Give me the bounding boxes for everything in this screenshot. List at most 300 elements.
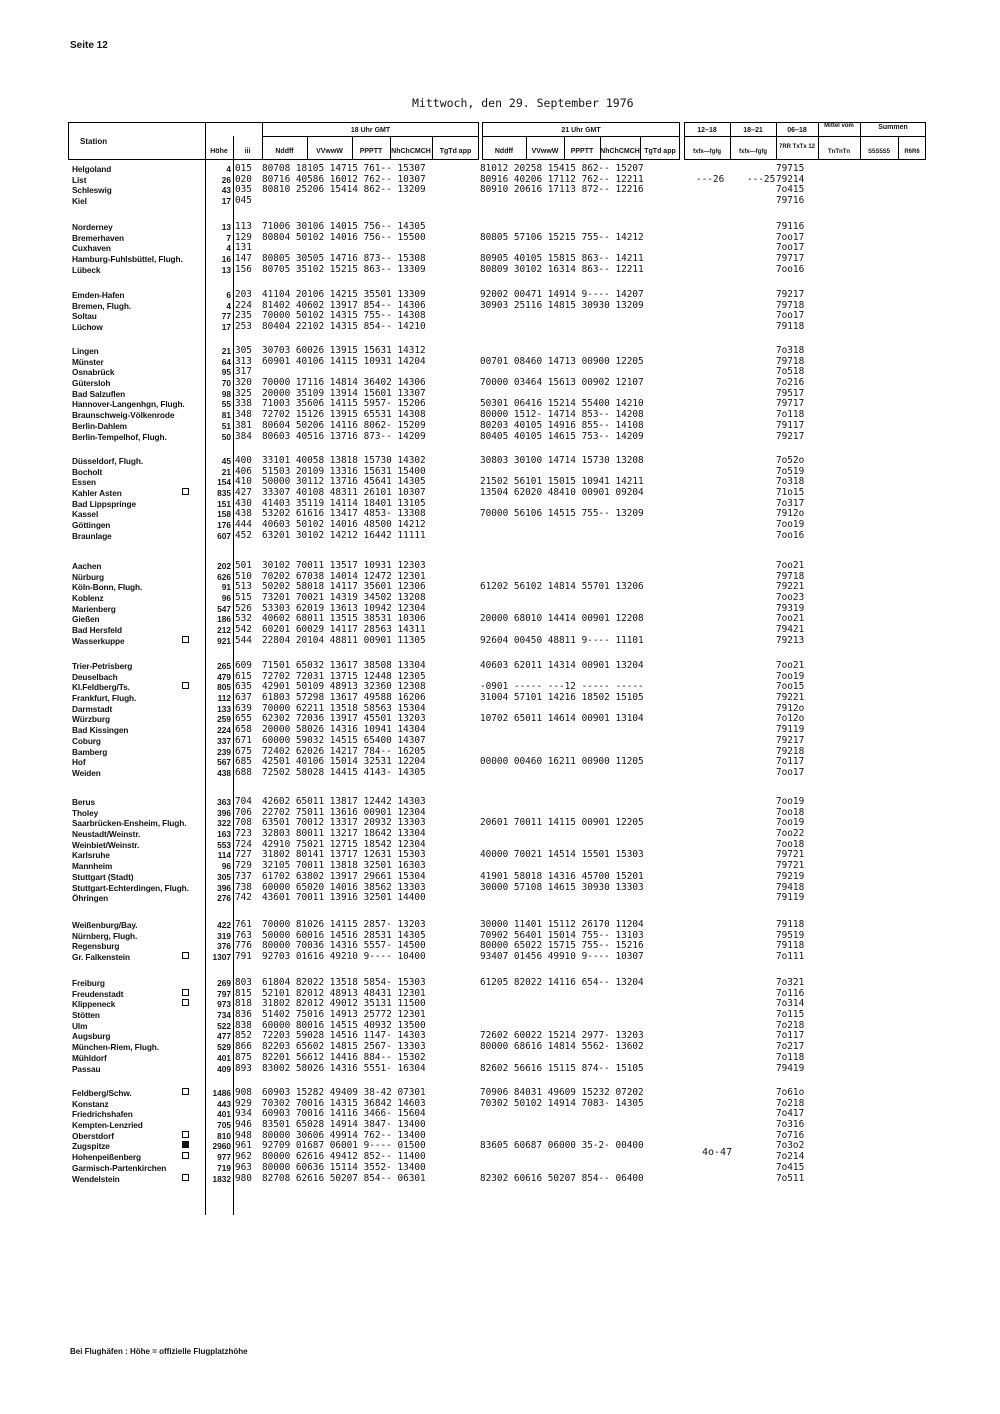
obs-21-uhr: 10702 65011 14614 00901 13104 xyxy=(480,713,644,725)
station-iii: 946 xyxy=(235,1119,252,1131)
station-iii: 253 xyxy=(235,321,252,333)
station-iii: 430 xyxy=(235,497,252,509)
value-06-18: 7oo16 xyxy=(776,529,805,541)
obs-18-uhr: 63201 30102 14212 16442 11111 xyxy=(262,529,426,541)
station-iii: 384 xyxy=(235,430,252,442)
value-06-18: 79421 xyxy=(776,624,805,636)
obs-21-uhr: 40603 62011 14314 00901 13204 xyxy=(480,660,644,671)
station-iii: 156 xyxy=(235,263,252,275)
value-06-18: 79717 xyxy=(776,253,805,265)
station-hoehe: 17 xyxy=(221,196,231,207)
obs-21-uhr: 40000 70021 14514 15501 15303 xyxy=(480,849,644,861)
obs-18-uhr: 41104 20106 14215 35501 13309 xyxy=(262,289,426,300)
table-row xyxy=(0,725,1000,736)
value-06-18: 79418 xyxy=(776,881,805,893)
station-iii: 381 xyxy=(235,419,252,431)
station-hoehe: 547 xyxy=(217,603,231,614)
value-06-18: 7o117 xyxy=(776,756,805,768)
obs-18-uhr: 82203 65602 14815 2567- 13303 xyxy=(262,1041,426,1053)
station-name: Braunlage xyxy=(72,530,112,541)
value-06-18: 79319 xyxy=(776,602,805,614)
table-row xyxy=(0,1109,1000,1120)
obs-21-uhr: 82602 56616 15115 874-- 15105 xyxy=(480,1062,644,1074)
header-summen: Summen xyxy=(878,124,908,131)
obs-18-uhr: 72203 59028 14516 1147- 14303 xyxy=(262,1030,426,1042)
obs-18-uhr: 32803 80011 13217 18642 13304 xyxy=(262,828,426,840)
station-hoehe: 376 xyxy=(217,941,231,952)
obs-18-uhr: 50202 58018 14117 35601 12306 xyxy=(262,581,426,593)
obs-18-uhr: 51402 75016 14913 25772 12301 xyxy=(262,1009,426,1021)
value-06-18: 7o52o xyxy=(776,455,805,466)
station-name: Schleswig xyxy=(72,185,112,196)
station-group xyxy=(0,222,1000,275)
station-iii: 963 xyxy=(235,1161,252,1173)
obs-18-uhr: 42901 50109 48913 32360 12308 xyxy=(262,681,426,693)
station-hoehe: 529 xyxy=(217,1042,231,1053)
value-06-18: 7o314 xyxy=(776,998,805,1010)
obs-18-uhr: 53202 61616 13417 4853- 13308 xyxy=(262,508,426,520)
station-name: Gütersloh xyxy=(72,378,111,389)
station-name: Wendelstein xyxy=(72,1173,120,1184)
obs-21-uhr: 80000 1512- 14714 853-- 14208 xyxy=(480,409,644,421)
obs-18-uhr: 80000 70036 14316 5557- 14500 xyxy=(262,940,426,952)
station-hoehe: 1486 xyxy=(212,1088,231,1098)
value-06-18: 7oo19 xyxy=(776,670,805,682)
obs-21-uhr: 70906 84031 49609 15232 07202 xyxy=(480,1087,644,1098)
table-row xyxy=(0,1064,1000,1075)
obs-18-uhr: 33307 40108 48311 26101 10307 xyxy=(262,487,426,499)
obs-21-uhr: 83605 60687 06000 35-2- 00400 xyxy=(480,1140,644,1152)
obs-18-uhr: 70302 70016 14315 36842 14603 xyxy=(262,1097,426,1109)
station-iii: 723 xyxy=(235,828,252,840)
station-iii: 113 xyxy=(235,221,252,232)
value-06-18: 7oo23 xyxy=(776,592,805,604)
table-row xyxy=(0,311,1000,322)
station-iii: 045 xyxy=(235,195,252,207)
obs-18-uhr: 82708 62616 50207 854-- 06301 xyxy=(262,1172,426,1184)
station-iii: 737 xyxy=(235,870,252,882)
table-row xyxy=(0,1042,1000,1053)
value-06-18: 7o111 xyxy=(776,951,805,963)
station-name: Stötten xyxy=(72,1010,100,1021)
obs-18-uhr: 60903 70016 14116 3466- 15604 xyxy=(262,1108,426,1120)
header-ppptt: PPPTT xyxy=(359,148,383,155)
station-iii: 776 xyxy=(235,940,252,952)
station-group xyxy=(0,561,1000,647)
obs-21-uhr: 92002 00471 14914 9---- 14207 xyxy=(480,289,644,300)
station-name: Osnabrück xyxy=(72,367,115,378)
station-name: Köln-Bonn, Flugh. xyxy=(72,582,143,593)
station-hoehe: 705 xyxy=(217,1120,231,1131)
table-row xyxy=(0,661,1000,672)
station-iii: 438 xyxy=(235,508,252,520)
obs-21-uhr: 70000 03464 15613 00902 12107 xyxy=(480,377,644,389)
obs-21-uhr: 30903 25116 14815 30930 13209 xyxy=(480,299,644,311)
obs-18-uhr: 60000 65020 14016 38562 13303 xyxy=(262,881,426,893)
obs-21-uhr: 93407 01456 49910 9---- 10307 xyxy=(480,951,644,963)
obs-21-uhr: 61202 56102 14814 55701 13206 xyxy=(480,581,644,593)
obs-18-uhr: 50000 60016 14516 28531 14305 xyxy=(262,929,426,941)
value-06-18: 7oo18 xyxy=(776,806,805,818)
obs-18-uhr: 70000 62211 13518 58563 15304 xyxy=(262,702,426,714)
mountain-station-marker xyxy=(182,1174,189,1181)
station-hoehe: 305 xyxy=(217,871,231,882)
obs-18-uhr: 80804 50102 14016 756-- 15500 xyxy=(262,231,426,243)
station-iii: 513 xyxy=(235,581,252,593)
header-iii: iii xyxy=(244,148,251,155)
station-hoehe: 43 xyxy=(221,185,231,196)
value-06-18: 7o318 xyxy=(776,476,805,488)
obs-18-uhr: 71006 30106 14015 756-- 14305 xyxy=(262,221,426,232)
obs-18-uhr: 60903 15282 49409 38-42 07301 xyxy=(262,1087,426,1098)
obs-21-uhr: 80905 40105 15815 863-- 14211 xyxy=(480,253,644,265)
station-name: Weinbiet/Weinstr. xyxy=(72,839,140,850)
table-row xyxy=(0,1163,1000,1174)
table-row xyxy=(0,509,1000,520)
obs-18-uhr: 41403 35119 14114 18401 13105 xyxy=(262,497,426,509)
value-06-18: 7o316 xyxy=(776,1119,805,1131)
value-06-18: 79721 xyxy=(776,849,805,861)
table-row xyxy=(0,1152,1000,1163)
obs-18-uhr: 70000 50102 14315 755-- 14308 xyxy=(262,310,426,322)
station-name: Gr. Falkenstein xyxy=(72,952,130,963)
station-hoehe: 719 xyxy=(217,1162,231,1173)
table-row xyxy=(0,488,1000,499)
station-iii: 542 xyxy=(235,624,252,636)
obs-18-uhr: 60000 80016 14515 40932 13500 xyxy=(262,1019,426,1031)
station-name: Passau xyxy=(72,1063,101,1074)
station-hoehe: 363 xyxy=(217,797,231,807)
obs-18-uhr: 42501 40106 15014 32531 12204 xyxy=(262,756,426,768)
station-hoehe: 401 xyxy=(217,1052,231,1063)
station-name: Bremen, Flugh. xyxy=(72,300,131,311)
obs-21-uhr: 13504 62020 48410 00901 09204 xyxy=(480,487,644,499)
station-hoehe: 259 xyxy=(217,714,231,725)
value-06-18: 7o217 xyxy=(776,1041,805,1053)
station-group xyxy=(0,346,1000,442)
obs-18-uhr: 61702 63802 13917 29661 15304 xyxy=(262,870,426,882)
station-name: Stuttgart-Echterdingen, Flugh. xyxy=(72,882,189,893)
obs-18-uhr: 52101 82012 48913 48431 12301 xyxy=(262,987,426,999)
station-iii: 317 xyxy=(235,366,252,378)
value-06-18: 7oo17 xyxy=(776,231,805,243)
obs-21-uhr: 20000 68010 14414 00901 12208 xyxy=(480,613,644,625)
station-name: Würzburg xyxy=(72,714,110,725)
obs-18-uhr: 73201 70021 14319 34502 13208 xyxy=(262,592,426,604)
value-06-18: 7o118 xyxy=(776,1051,805,1063)
value-06-18: 7o519 xyxy=(776,465,805,477)
station-name: Marienberg xyxy=(72,603,116,614)
obs-21-uhr: 00000 00460 16211 00900 11205 xyxy=(480,756,644,768)
table-row xyxy=(0,999,1000,1010)
value-06-18: 7o12o xyxy=(776,713,805,725)
value-06-18: 7oo16 xyxy=(776,263,805,275)
obs-18-uhr: 30102 70011 13517 10931 12303 xyxy=(262,560,426,571)
header-ppptt-21: PPPTT xyxy=(570,148,594,155)
station-iii: 708 xyxy=(235,817,252,829)
station-iii: 635 xyxy=(235,681,252,693)
obs-18-uhr: 72502 58028 14415 4143- 14305 xyxy=(262,766,426,778)
value-06-18: 79718 xyxy=(776,355,805,367)
station-name: Bad Hersfeld xyxy=(72,625,122,636)
station-iii: 658 xyxy=(235,724,252,736)
station-hoehe: 64 xyxy=(221,356,231,367)
value-06-18: 79519 xyxy=(776,929,805,941)
station-hoehe: 13 xyxy=(221,222,231,232)
table-row xyxy=(0,714,1000,725)
station-hoehe: 91 xyxy=(221,582,231,593)
station-name: Koblenz xyxy=(72,593,104,604)
obs-21-uhr: 81012 20258 15415 862-- 15207 xyxy=(480,163,644,174)
value-06-18: 79219 xyxy=(776,870,805,882)
station-iii: 729 xyxy=(235,860,252,872)
mountain-station-marker xyxy=(182,952,189,959)
obs-18-uhr: 80810 25206 15414 862-- 13209 xyxy=(262,184,426,196)
header-nddff-21: Nddff xyxy=(494,148,514,155)
station-hoehe: 77 xyxy=(221,311,231,322)
header-sub-1: fxfx—fgfg xyxy=(693,149,721,155)
table-row xyxy=(0,883,1000,894)
station-name: Münster xyxy=(72,356,104,367)
obs-18-uhr: 50000 30112 13716 45641 14305 xyxy=(262,476,426,488)
station-iii: 406 xyxy=(235,465,252,477)
station-hoehe: 567 xyxy=(217,757,231,768)
mountain-station-marker xyxy=(182,1131,189,1138)
station-name: Aachen xyxy=(72,561,102,571)
value-06-18: 7oo17 xyxy=(776,766,805,778)
station-name: Oberstdorf xyxy=(72,1130,114,1141)
station-iii: 035 xyxy=(235,184,252,196)
value-06-18: 79221 xyxy=(776,692,805,704)
station-name: Wasserkuppe xyxy=(72,635,125,646)
station-iii: 515 xyxy=(235,592,252,604)
obs-18-uhr: 80805 30505 14716 873-- 15308 xyxy=(262,253,426,265)
value-06-18: 7o318 xyxy=(776,345,805,356)
value-06-18: 7912o xyxy=(776,508,805,520)
station-iii: 224 xyxy=(235,299,252,311)
station-hoehe: 176 xyxy=(217,520,231,531)
obs-18-uhr: 62302 72036 13917 45501 13203 xyxy=(262,713,426,725)
station-name: München-Riem, Flugh. xyxy=(72,1042,159,1053)
value-06-18: 79213 xyxy=(776,634,805,646)
obs-18-uhr: 80404 22102 14315 854-- 14210 xyxy=(262,321,426,333)
station-iii: 501 xyxy=(235,560,252,571)
value-06-18: 7oo19 xyxy=(776,796,805,807)
station-hoehe: 409 xyxy=(217,1063,231,1074)
obs-18-uhr: 31802 82012 49012 35131 11500 xyxy=(262,998,426,1010)
obs-18-uhr: 80603 40516 13716 873-- 14209 xyxy=(262,430,426,442)
value-06-18: 79721 xyxy=(776,860,805,872)
station-name: Helgoland xyxy=(72,164,112,174)
obs-21-uhr: 80000 65022 15715 755-- 15216 xyxy=(480,940,644,952)
table-row xyxy=(0,357,1000,368)
obs-18-uhr: 80000 60636 15114 3552- 13400 xyxy=(262,1161,426,1173)
value-06-18: 7o417 xyxy=(776,1108,805,1120)
station-name: Norderney xyxy=(72,222,113,232)
station-iii: 980 xyxy=(235,1172,252,1184)
station-iii: 893 xyxy=(235,1062,252,1074)
value-06-18: 79419 xyxy=(776,1062,805,1074)
table-row xyxy=(0,196,1000,207)
station-name: Gießen xyxy=(72,614,100,625)
station-iii: 929 xyxy=(235,1097,252,1109)
value-06-18: 79718 xyxy=(776,299,805,311)
mountain-station-marker xyxy=(182,1141,189,1148)
table-row xyxy=(0,768,1000,779)
obs-18-uhr: 83002 58026 14316 5551- 16304 xyxy=(262,1062,426,1074)
value-06-18: 7oo15 xyxy=(776,681,805,693)
value-06-18: 7o218 xyxy=(776,1097,805,1109)
station-name: Darmstadt xyxy=(72,703,113,714)
station-hoehe: 158 xyxy=(217,509,231,520)
station-hoehe: 51 xyxy=(221,420,231,431)
station-hoehe: 186 xyxy=(217,614,231,625)
station-name: Deuselbach xyxy=(72,671,118,682)
station-iii: 313 xyxy=(235,355,252,367)
station-hoehe: 96 xyxy=(221,861,231,872)
obs-21-uhr: 61205 82022 14116 654-- 13204 xyxy=(480,977,644,988)
footnote: Bei Flughäfen : Höhe = offizielle Flugplatzhöhe xyxy=(70,1347,248,1356)
station-iii: 961 xyxy=(235,1140,252,1152)
station-iii: 510 xyxy=(235,570,252,582)
station-name: Kiel xyxy=(72,196,87,207)
value-06-18: 79218 xyxy=(776,745,805,757)
table-row xyxy=(0,1099,1000,1110)
obs-18-uhr: 80708 18105 14715 761-- 15307 xyxy=(262,163,426,174)
table-row xyxy=(0,893,1000,904)
station-iii: 452 xyxy=(235,529,252,541)
station-name: Neustadt/Weinstr. xyxy=(72,829,141,840)
station-name: Garmisch-Partenkirchen xyxy=(72,1162,167,1173)
value-06-18: 79517 xyxy=(776,387,805,399)
station-hoehe: 16 xyxy=(221,254,231,265)
station-name: Weißenburg/Bay. xyxy=(72,920,138,930)
station-hoehe: 973 xyxy=(217,999,231,1010)
station-name: Coburg xyxy=(72,735,101,746)
table-row xyxy=(0,818,1000,829)
table-row xyxy=(0,1141,1000,1152)
station-hoehe: 98 xyxy=(221,388,231,399)
station-hoehe: 805 xyxy=(217,682,231,693)
obs-21-uhr: 00701 08460 14713 00900 12205 xyxy=(480,355,644,367)
value-06-18: 7oo21 xyxy=(776,660,805,671)
header-vvwww: VVwwW xyxy=(316,148,343,155)
station-iii: 020 xyxy=(235,173,252,185)
station-hoehe: 21 xyxy=(221,346,231,356)
station-hoehe: 396 xyxy=(217,882,231,893)
station-iii: 838 xyxy=(235,1019,252,1031)
station-name: Bad Salzuflen xyxy=(72,388,126,399)
station-iii: 688 xyxy=(235,766,252,778)
header-vvwww-21: VVwwW xyxy=(531,148,559,155)
obs-18-uhr: 80000 62616 49412 852-- 11400 xyxy=(262,1151,426,1163)
obs-18-uhr: 40603 50102 14016 48500 14212 xyxy=(262,519,426,531)
station-hoehe: 322 xyxy=(217,818,231,829)
station-iii: 934 xyxy=(235,1108,252,1120)
obs-18-uhr: 42602 65011 13817 12442 14303 xyxy=(262,796,426,807)
station-hoehe: 202 xyxy=(217,561,231,571)
station-name: Bad Lippspringe xyxy=(72,498,136,509)
station-name: List xyxy=(72,174,87,185)
obs-21-uhr: 80910 20616 17113 872-- 12216 xyxy=(480,184,644,196)
obs-18-uhr: 72702 72031 13715 12448 12305 xyxy=(262,670,426,682)
station-hoehe: 4 xyxy=(226,243,231,254)
value-06-18: 7oo22 xyxy=(776,828,805,840)
station-iii: 836 xyxy=(235,1009,252,1021)
table-row xyxy=(0,797,1000,808)
value-06-18: 7oo21 xyxy=(776,560,805,571)
station-group xyxy=(0,920,1000,963)
station-hoehe: 977 xyxy=(217,1152,231,1163)
station-name: Lübeck xyxy=(72,264,101,275)
station-hoehe: 154 xyxy=(217,477,231,488)
value-06-18: 7oo19 xyxy=(776,817,805,829)
station-iii: 609 xyxy=(235,660,252,671)
station-iii: 706 xyxy=(235,806,252,818)
table-row xyxy=(0,952,1000,963)
station-name: Tholey xyxy=(72,807,99,818)
station-group xyxy=(0,797,1000,904)
station-iii: 704 xyxy=(235,796,252,807)
value-12-18: ---26 xyxy=(696,173,725,185)
station-iii: 875 xyxy=(235,1051,252,1063)
value-06-18: 79119 xyxy=(776,724,805,736)
obs-18-uhr: 40602 68011 13515 38531 10306 xyxy=(262,613,426,625)
obs-21-uhr: -0901 ----- ---12 ----- ----- xyxy=(480,681,644,693)
station-hoehe: 212 xyxy=(217,625,231,636)
obs-18-uhr: 61803 57298 13617 49588 16206 xyxy=(262,692,426,704)
table-row xyxy=(0,1010,1000,1021)
station-hoehe: 921 xyxy=(217,635,231,646)
station-name: Stuttgart (Stadt) xyxy=(72,871,134,882)
station-iii: 655 xyxy=(235,713,252,725)
station-iii: 129 xyxy=(235,231,252,243)
obs-18-uhr: 42910 75021 12715 18542 12304 xyxy=(262,838,426,850)
station-hoehe: 133 xyxy=(217,703,231,714)
value-06-18: 7o115 xyxy=(776,1009,805,1021)
header-sub-6: R6R6 xyxy=(904,149,920,155)
value-06-18: 79116 xyxy=(776,221,805,232)
table-row xyxy=(0,233,1000,244)
value-06-18: 79119 xyxy=(776,892,805,904)
station-hoehe: 265 xyxy=(217,661,231,671)
station-name: Bocholt xyxy=(72,466,103,477)
mountain-station-marker xyxy=(182,488,189,495)
value-06-18: 7o117 xyxy=(776,1030,805,1042)
station-name: Freudenstadt xyxy=(72,988,124,999)
station-name: Nürburg xyxy=(72,571,105,582)
value-06-18: 79217 xyxy=(776,734,805,746)
station-hoehe: 114 xyxy=(217,850,231,861)
station-iii: 400 xyxy=(235,455,252,466)
station-name: Weiden xyxy=(72,767,101,778)
table-row xyxy=(0,636,1000,647)
value-06-18: 7o3o2 xyxy=(776,1140,805,1152)
value-06-18: 79118 xyxy=(776,321,805,333)
header-12-18: 12–18 xyxy=(697,127,717,134)
station-iii: 235 xyxy=(235,310,252,322)
station-hoehe: 45 xyxy=(221,456,231,466)
station-group xyxy=(0,1088,1000,1184)
station-name: Hamburg-Fuhlsbüttel, Flugh. xyxy=(72,254,183,265)
station-hoehe: 21 xyxy=(221,466,231,477)
station-name: Kempten-Lenzried xyxy=(72,1120,143,1131)
station-hoehe: 13 xyxy=(221,264,231,275)
station-name: Friedrichshafen xyxy=(72,1109,133,1120)
obs-21-uhr: 21502 56101 15015 10941 14211 xyxy=(480,476,644,488)
station-iii: 738 xyxy=(235,881,252,893)
value-06-18: 79118 xyxy=(776,919,805,930)
